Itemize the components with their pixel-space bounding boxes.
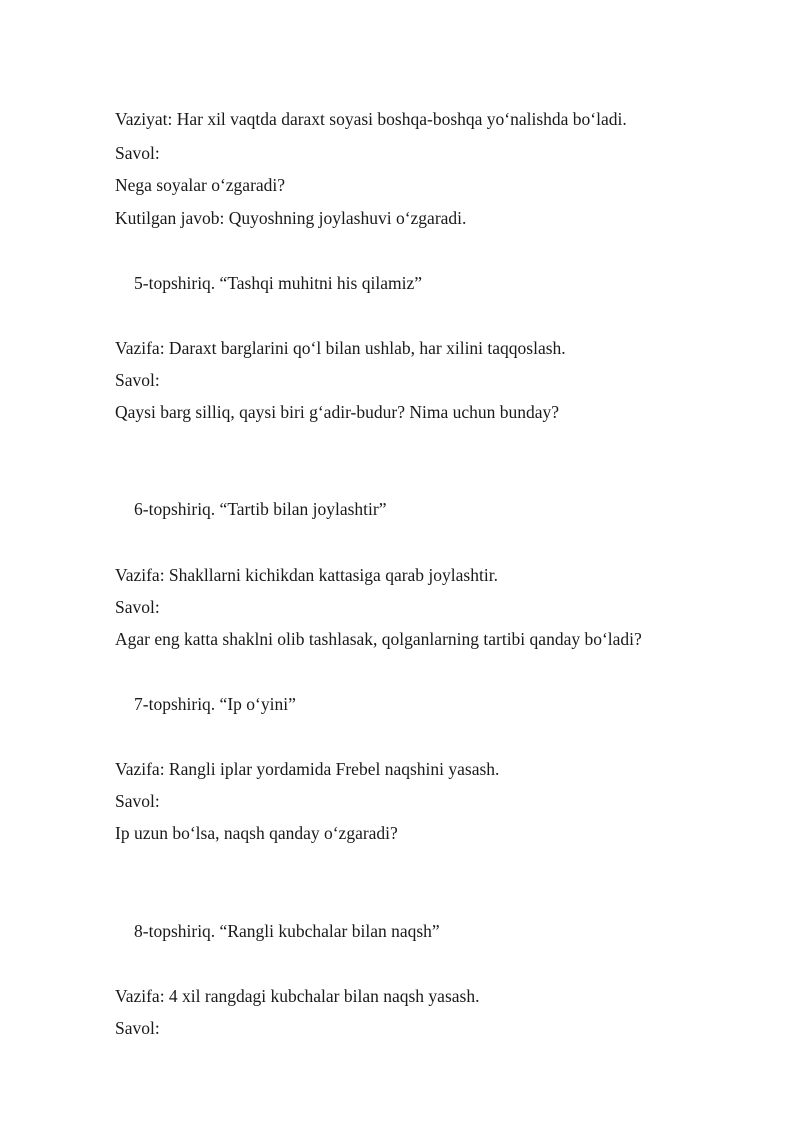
task-7-question: Ip uzun bo‘lsa, naqsh qanday o‘zgaradi? — [115, 823, 398, 843]
question-label: Savol: — [115, 143, 160, 163]
situation-text: Vaziyat: Har xil vaqtda daraxt soyasi boshqa-boshqa yo‘nalishda bo‘ladi. — [115, 109, 627, 129]
question-label: Savol: — [115, 597, 160, 617]
expected-answer-text: Kutilgan javob: Quyoshning joylashuvi o‘zgaradi. — [115, 208, 467, 228]
task-5-assignment: Vazifa: Daraxt barglarini qo‘l bilan ushlab, har xilini taqqoslash. — [115, 338, 566, 358]
question-text: Nega soyalar o‘zgaradi? — [115, 175, 286, 195]
task-5-heading: 5-topshiriq. “Tashqi muhitni his qilamiz” — [134, 273, 422, 293]
task-7-heading: 7-topshiriq. “Ip o‘yini” — [134, 694, 296, 714]
question-label: Savol: — [115, 370, 160, 390]
question-label: Savol: — [115, 791, 160, 811]
question-label: Savol: — [115, 1018, 160, 1038]
task-7-assignment: Vazifa: Rangli iplar yordamida Frebel naqshini yasash. — [115, 759, 500, 779]
task-8-heading: 8-topshiriq. “Rangli kubchalar bilan naqsh” — [134, 921, 440, 941]
task-5-question: Qaysi barg silliq, qaysi biri g‘adir-budur? Nima uchun bunday? — [115, 402, 560, 422]
task-8-assignment: Vazifa: 4 xil rangdagi kubchalar bilan naqsh yasash. — [115, 986, 480, 1006]
task-6-question: Agar eng katta shaklni olib tashlasak, qolganlarning tartibi qanday bo‘ladi? — [115, 629, 642, 649]
task-6-heading: 6-topshiriq. “Tartib bilan joylashtir” — [134, 499, 387, 519]
task-6-assignment: Vazifa: Shakllarni kichikdan kattasiga qarab joylashtir. — [115, 565, 498, 585]
